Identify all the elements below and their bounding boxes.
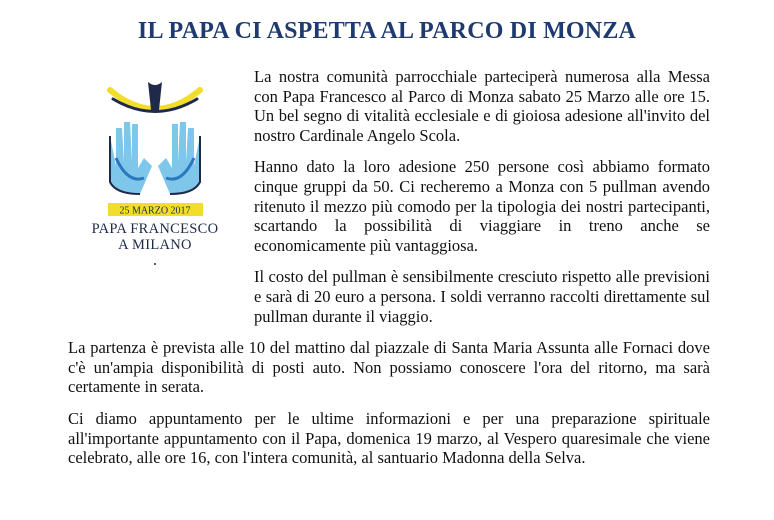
article-title: IL PAPA CI ASPETTA AL PARCO DI MONZA xyxy=(137,18,637,44)
paragraph-5: Ci diamo appuntamento per le ultime informazioni e per una preparazione spirituale all'importante appuntamento con il Papa, domenica 19 marzo, al Vespero quaresimale che viene celebrato, alle ore 16, con l'intera comunità, al santuario Madonna della Selva. xyxy=(68,408,710,468)
paragraph-3: Il costo del pullman è sensibilmente cresciuto rispetto alle previsioni e sarà di 20 euro a persona. I soldi verranno raccolti direttamente sul pullman durante il viaggio. xyxy=(254,267,710,326)
logo-line2: A MILANO xyxy=(118,237,192,253)
paragraph-2: Hanno dato la loro adesione 250 persone così abbiamo formato cinque gruppi da 50. Ci recheremo a Monza con 5 pullman avendo ritenuto il mezzo più comodo per la tipologia dei nostri partecipanti, scartando la possibilità di viaggiare in treno anche se economicamente più vantaggiosa. xyxy=(254,157,710,255)
logo-spacer xyxy=(68,67,254,312)
logo-line1: PAPA FRANCESCO xyxy=(91,221,219,237)
article-body xyxy=(68,67,710,480)
paragraph-4: La partenza è prevista alle 10 del mattino dal piazzale di Santa Maria Assunta alle Fornaci dove c'è un'ampia disponibilità di posti auto. Non possiamo conoscere l'ora del ritorno, ma sarà certamente in serata. xyxy=(68,338,710,397)
logo-date: 25 MARZO 2017 xyxy=(119,205,191,217)
paragraph-1: La nostra comunità parrocchiale parteciperà numerosa alla Messa con Papa Francesco al Parco di Monza sabato 25 Marzo alle ore 15. Un bel segno di vitalità ecclesiale e di gioiosa adesione all'invito del nostro Cardinale Angelo Scola. xyxy=(254,67,710,145)
